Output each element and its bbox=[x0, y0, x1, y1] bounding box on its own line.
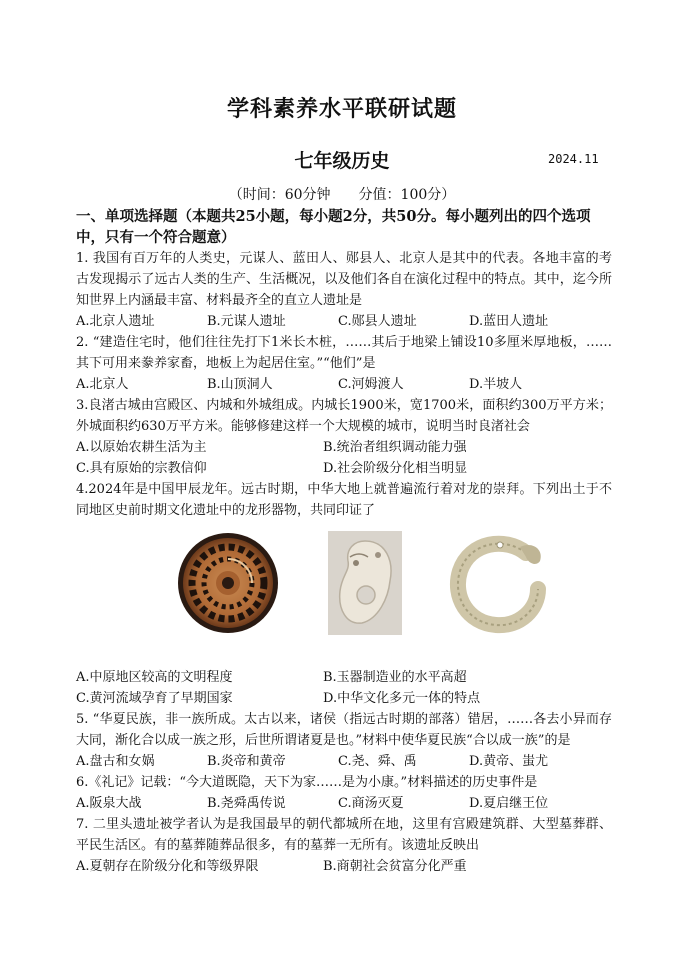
question-stem: 2. “建造住宅时，他们往往先打下1米长木桩，……其后于地梁上铺设10多厘米厚地板，……其下可用来豢养家畜，地板上为起居住室。”“他们”是 bbox=[76, 335, 612, 371]
question-stem: 3.良渚古城由宫殿区、内城和外城组成。内城长1900米，宽1700米，面积约300万平方米；外城面积约630万平方米。能够修建这样一个大规模的城市，说明当时良渚社会 bbox=[76, 398, 612, 434]
option-d[interactable]: D.黄帝、蚩尤 bbox=[469, 754, 549, 769]
option-a[interactable]: A.北京人遗址 bbox=[76, 314, 155, 329]
option-d[interactable]: D.中华文化多元一体的特点 bbox=[323, 691, 481, 706]
option-a[interactable]: A.以原始农耕生活为主 bbox=[76, 440, 207, 455]
question-3 bbox=[76, 395, 612, 479]
question-5 bbox=[76, 709, 612, 772]
options bbox=[76, 793, 612, 814]
question-4 bbox=[76, 479, 612, 709]
option-b[interactable]: B.元谋人遗址 bbox=[207, 314, 286, 329]
question-6 bbox=[76, 772, 612, 814]
options bbox=[76, 667, 612, 688]
options bbox=[76, 458, 612, 479]
question-1 bbox=[76, 248, 612, 332]
option-c[interactable]: C.尧、舜、禹 bbox=[338, 754, 417, 769]
question-2 bbox=[76, 332, 612, 395]
question-stem: 1. 我国有百万年的人类史，元谋人、蓝田人、郧县人、北京人是其中的代表。各地丰富的考古发现揭示了远古人类的生产、生活概况，以及他们各自在演化过程中的特点。其中，迄今所知世界上内涵最丰富、材料最齐全的直立人遗址是 bbox=[76, 251, 612, 308]
options bbox=[76, 751, 612, 772]
exam-subject: 七年级历史 bbox=[294, 150, 390, 172]
options bbox=[76, 856, 612, 877]
question-stem: 5. “华夏民族，非一族所成。太古以来，诸侯（指远古时期的部落）错居，……各去小异而存大同，渐化合以成一族之形，后世所谓诸夏是也。”材料中使华夏民族“合以成一族”的是 bbox=[76, 712, 612, 748]
option-a[interactable]: A.北京人 bbox=[76, 377, 129, 392]
exam-time-score: （时间：60分钟 分值：100分） bbox=[228, 187, 456, 203]
option-b[interactable]: B.山顶洞人 bbox=[207, 377, 273, 392]
exam-title: 学科素养水平联研试题 bbox=[226, 96, 457, 122]
option-d[interactable]: D.蓝田人遗址 bbox=[469, 314, 549, 329]
section-heading: 一、单项选择题（本题共25小题，每小题2分，共50分。每小题列出的四个选项中，只有一个符合题意） bbox=[76, 208, 591, 246]
options bbox=[76, 311, 612, 332]
option-c[interactable]: C.河姆渡人 bbox=[338, 377, 404, 392]
question-7 bbox=[76, 814, 612, 877]
option-c[interactable]: C.黄河流域孕育了早期国家 bbox=[76, 691, 233, 706]
option-b[interactable]: B.商朝社会贫富分化严重 bbox=[323, 859, 467, 874]
option-b[interactable]: B.统治者组织调动能力强 bbox=[323, 440, 467, 455]
option-a[interactable]: A.阪泉大战 bbox=[76, 796, 142, 811]
options bbox=[76, 688, 612, 709]
option-a[interactable]: A.夏朝存在阶级分化和等级界限 bbox=[76, 859, 259, 874]
option-b[interactable]: B.玉器制造业的水平高超 bbox=[323, 670, 467, 685]
option-b[interactable]: B.炎帝和黄帝 bbox=[207, 754, 286, 769]
option-c[interactable]: C.具有原始的宗教信仰 bbox=[76, 461, 207, 476]
option-a[interactable]: A.中原地区较高的文明程度 bbox=[76, 670, 233, 685]
question-stem: 6.《礼记》记载：“今大道既隐，天下为家……是为小康。”材料描述的历史事件是 bbox=[76, 775, 538, 790]
question-stem: 4.2024年是中国甲辰龙年。远古时期，中华大地上就普遍流行着对龙的崇拜。下列出土于不同地区史前时期文化遗址中的龙形器物，共同印证了 bbox=[76, 482, 612, 518]
option-d[interactable]: D.社会阶级分化相当明显 bbox=[323, 461, 468, 476]
artifact-images bbox=[76, 531, 612, 661]
pottery-dragon-plate-image bbox=[176, 531, 280, 635]
jade-c-dragon-image bbox=[446, 531, 550, 635]
question-stem: 7. 二里头遗址被学者认为是我国最早的朝代都城所在地，这里有宫殿建筑群、大型墓葬群、平民生活区。有的墓葬随葬品很多，有的墓葬一无所有。该遗址反映出 bbox=[76, 817, 612, 853]
exam-date: 2024.11 bbox=[548, 152, 599, 166]
option-d[interactable]: D.半坡人 bbox=[469, 377, 523, 392]
option-a[interactable]: A.盘古和女娲 bbox=[76, 754, 155, 769]
option-d[interactable]: D.夏启继王位 bbox=[469, 796, 549, 811]
options bbox=[76, 374, 612, 395]
option-c[interactable]: C.商汤灭夏 bbox=[338, 796, 404, 811]
option-c[interactable]: C.郧县人遗址 bbox=[338, 314, 417, 329]
exam-content bbox=[76, 206, 612, 877]
jade-pig-dragon-image bbox=[328, 531, 402, 635]
options bbox=[76, 437, 612, 458]
option-b[interactable]: B.尧舜禹传说 bbox=[207, 796, 286, 811]
